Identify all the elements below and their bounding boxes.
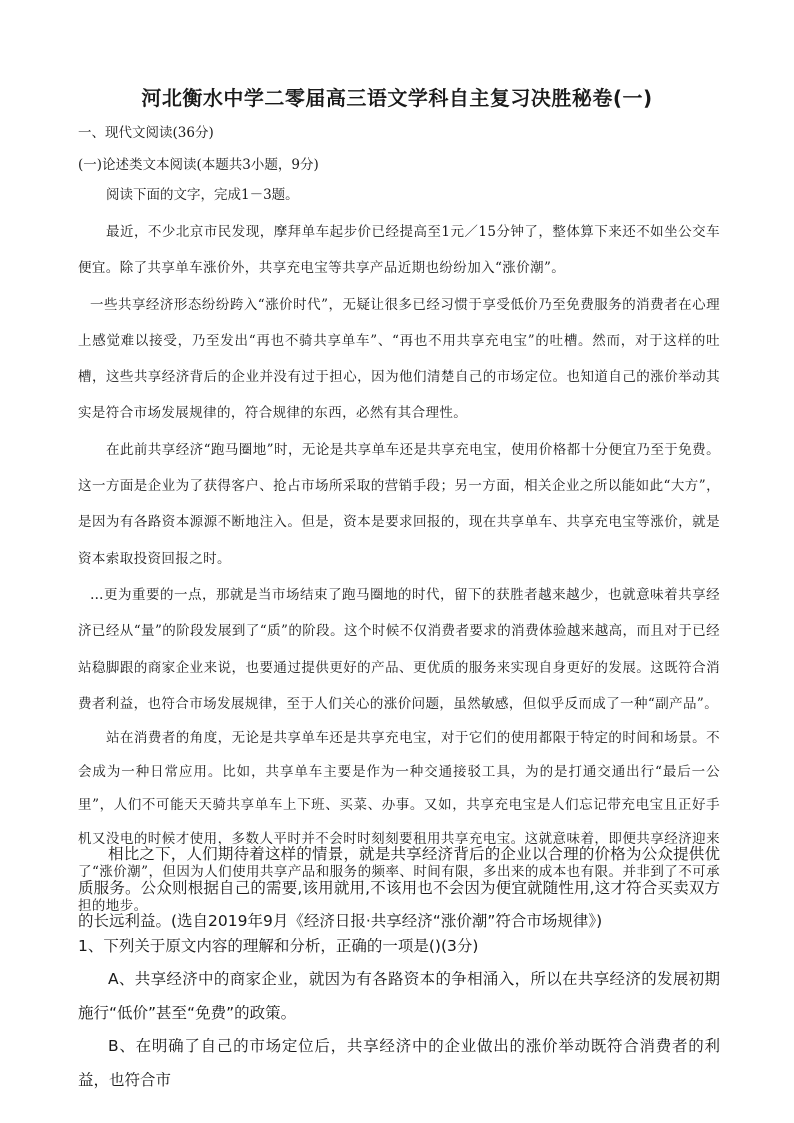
question-stem: 1、下列关于原文内容的理解和分析，正确的一项是()(3分) <box>78 937 479 955</box>
reading-instruction: 阅读下面的文字，完成1－3题。 <box>106 187 299 203</box>
question-options <box>78 963 720 1097</box>
question-option: A、共享经济中的商家企业，就因为有各路资本的争相涌入，所以在共享经济的发展初期施行“低价”甚至“免费”的政策。 <box>78 970 720 1022</box>
article-paragraph: 一些共享经济形态纷纷跨入“涨价时代”，无疑让很多已经习惯于享受低价乃至免费服务的消费者在心理上感觉难以接受，乃至发出“再也不骑共享单车”、“再也不用共享充电宝”的吐槽。然而，对于这样的吐槽，这些共享经济背后的企业并没有过于担心，因为他们清楚自己的市场定位。也知道自己的涨价举动其实是符合市场发展规律的，符合规律的东西，必然有其合理性。 <box>78 296 720 422</box>
section-heading: 一、现代文阅读(36分) <box>78 125 214 141</box>
article-paragraph: 最近，不少北京市民发现，摩拜单车起步价已经提高至1元／15分钟了，整体算下来还不如坐公交车便宜。除了共享单车涨价外，共享充电宝等共享产品近期也纷纷加入“涨价潮”。 <box>78 224 720 277</box>
article-paragraph: 在此前共享经济“跑马圈地”时，无论是共享单车还是共享充电宝，使用价格都十分便宜乃至于免费。这一方面是企业为了获得客户、抢占市场所采取的营销手段；另一方面，相关企业之所以能如此“大方”，是因为有各路资本源源不断地注入。但是，资本是要求回报的，现在共享单车、共享充电宝等涨价，就是资本索取投资回报之时。 <box>78 441 720 567</box>
article-text-printed <box>78 838 720 939</box>
exam-title: 河北衡水中学二零届高三语文学科自主复习决胜秘卷(一) <box>141 86 653 110</box>
article-paragraph: 相比之下，人们期待着这样的情景，就是共享经济背后的企业以合理的价格为公众提供优质服务。公众则根据自己的需要,该用就用,不该用也不会因为便宜就随性用,这才符合买卖双方的长远利益。(选自2019年9月《经济日报·共享经济“涨价潮”符合市场规律》) <box>78 845 720 930</box>
article-text-handwritten <box>78 214 720 923</box>
question-option: B、在明确了自己的市场定位后，共享经济中的企业做出的涨价举动既符合消费者的利益，也符合市 <box>78 1037 720 1089</box>
article-paragraph: 站在消费者的角度，无论是共享单车还是共享充电宝，对于它们的使用都限于特定的时间和场景。不会成为一种日常应用。比如，共享单车主要是作为一种交通接驳工具，为的是打通交通出行“最后一公里”，人们不可能天天骑共享单车上下班、买菜、办事。又如，共享充电宝是人们忘记带充电宝且正好手机又没电的时候才使用，多数人平时并不会时时刻刻要租用共享充电宝。这就意味着，即便共享经济迎来了“涨价潮”，但因为人们使用共享产品和服务的频率、时间有限，多出来的成本也有限。并非到了不可承担的地步。 <box>78 730 720 914</box>
article-paragraph: …更为重要的一点，那就是当市场结束了跑马圈地的时代，留下的获胜者越来越少，也就意味着共享经济已经从“量”的阶段发展到了“质”的阶段。这个时候不仅消费者要求的消费体验越来越高，而且对于已经站稳脚跟的商家企业来说，也要通过提供更好的产品、更优质的服务来实现自身更好的发展。这既符合消费者利益，也符合市场发展规律，至于人们关心的涨价问题，虽然敏感，但似乎反而成了一种“副产品”。 <box>78 586 720 712</box>
subsection-heading: (一)论述类文本阅读(本题共3小题，9分) <box>78 157 319 173</box>
